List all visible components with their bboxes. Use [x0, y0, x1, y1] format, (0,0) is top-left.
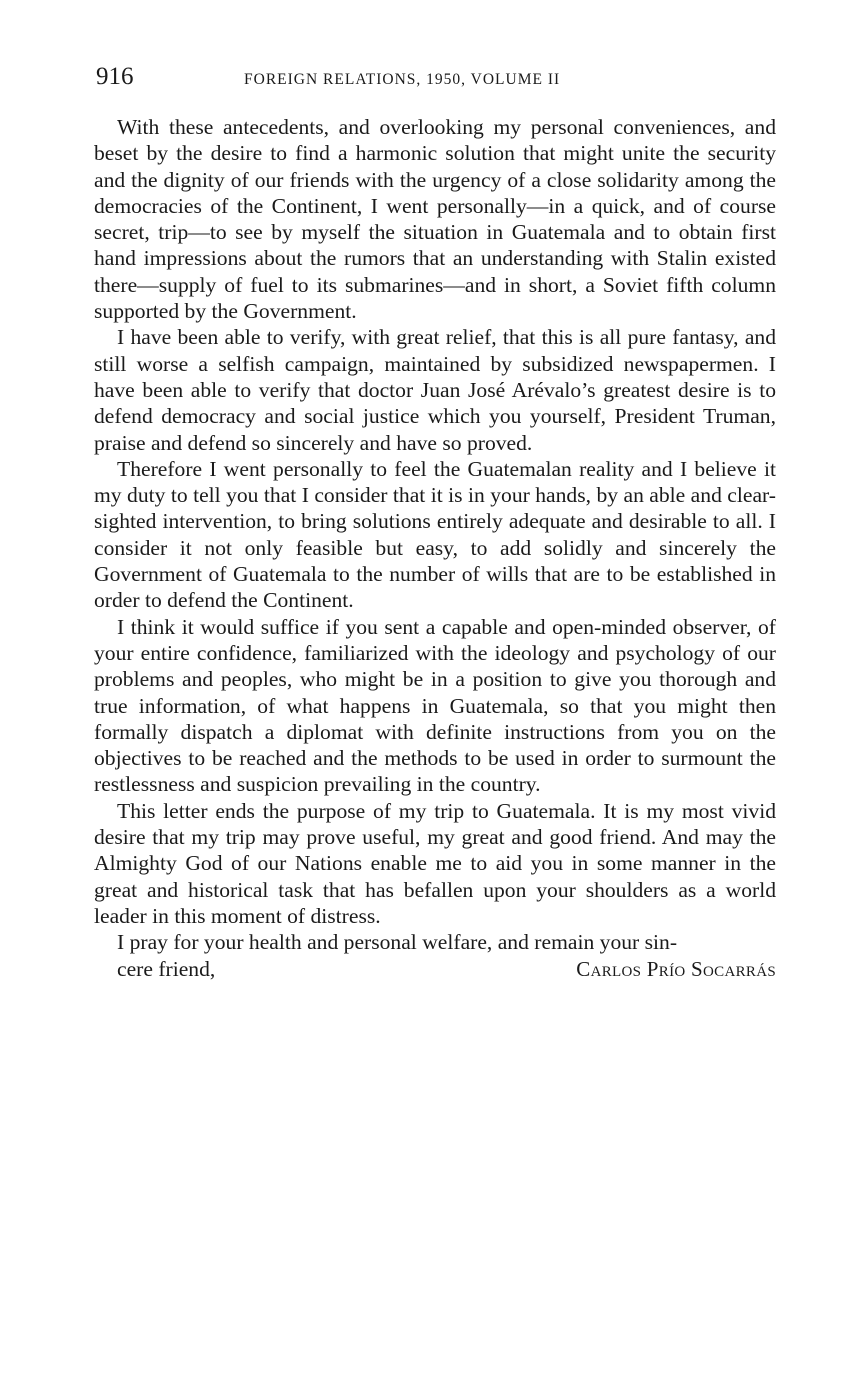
- page-header: [96, 62, 776, 102]
- closing-signature-line: [94, 956, 776, 982]
- paragraph-2: I have been able to verify, with great relief, that this is all pure fantasy, and still worse a selfish campaign, maintained by subsidized newspapermen. I have been able to verify that doctor Juan José Arévalo’s greatest desire is to defend democracy and social justice which you yourself, President Truman, praise and defend so sincerely and have so proved.: [94, 325, 776, 455]
- paragraph-4: I think it would suffice if you sent a capable and open-minded observer, of your entire confidence, familiarized with the ideology and psychology of our problems and peoples, who might be in a position to give you thorough and true information, of what happens in Guatemala, so that you might then formally dispatch a diplomat with definite instructions from you on the objectives to be reached and the methods to be used in order to surmount the restlessness and suspicion prevailing in the country.: [94, 614, 776, 797]
- letter-body: [94, 114, 776, 982]
- paragraph-3: Therefore I went personally to feel the Guatemalan reality and I believe it my duty to tell you that I consider that it is in your hands, by an able and clear-sighted intervention, to bring solutions entirely adequate and desirable to all. I consider it not only feasible but easy, to add solidly and sincerely the Government of Guatemala to the number of wills that are to be established in order to defend the Continent.: [94, 456, 776, 613]
- signature: Carlos Prío Socarrás: [576, 956, 776, 981]
- paragraph-1: With these antecedents, and overlooking my personal conveniences, and beset by the desire to find a harmonic solution that might unite the security and the dignity of our friends with the urgency of a close solidarity among the democracies of the Continent, I went personally—in a quick, and of course secret, trip—to see by myself the situation in Guatemala and to obtain first hand impressions about the rumors that an understanding with Stalin existed there—supply of fuel to its submarines—and in short, a Soviet fifth column supported by the Government.: [94, 115, 776, 324]
- closing-block: [94, 929, 776, 982]
- running-head: FOREIGN RELATIONS, 1950, VOLUME II: [244, 71, 561, 88]
- closing-line-2: cere friend,: [117, 956, 216, 981]
- closing-line-1: I pray for your health and personal welfare, and remain your sin-: [117, 930, 678, 955]
- paragraph-5: This letter ends the purpose of my trip to Guatemala. It is my most vivid desire that my trip may prove useful, my great and good friend. And may the Almighty God of our Nations enable me to aid you in some manner in the great and historical task that has befallen upon your shoulders as a world leader in this moment of distress.: [94, 798, 776, 928]
- page-number: 916: [96, 63, 134, 90]
